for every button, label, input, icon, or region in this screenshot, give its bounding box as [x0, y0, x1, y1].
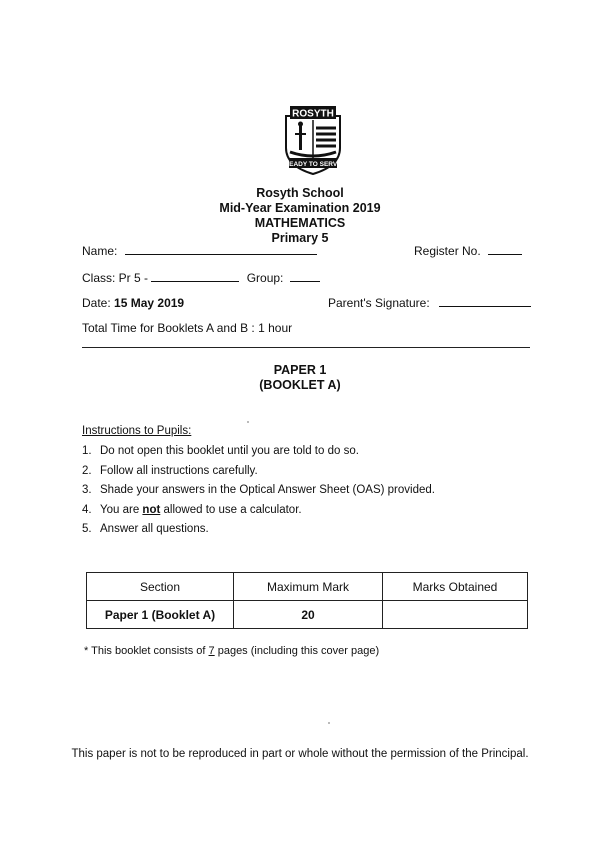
scan-speck — [328, 722, 330, 724]
marks-obtained-cell[interactable] — [383, 601, 528, 629]
date-value: 15 May 2019 — [114, 296, 185, 310]
header-divider — [82, 347, 530, 348]
section-cell: Paper 1 (Booklet A) — [87, 601, 234, 629]
booklet-title: (BOOKLET A) — [259, 378, 341, 392]
class-line — [151, 280, 239, 282]
instruction-number: 4. — [82, 503, 92, 516]
subject-title: MATHEMATICS — [254, 216, 346, 230]
paper-title: PAPER 1 — [273, 363, 327, 377]
date-label: Date: — [82, 296, 111, 310]
svg-text:ROSYTH: ROSYTH — [292, 108, 334, 120]
max-mark-cell: 20 — [234, 601, 383, 629]
instruction-emphasis: not — [142, 503, 161, 516]
instruction-text: Do not open this booklet until you are told to do so. — [100, 445, 359, 457]
instruction-item — [82, 462, 435, 482]
column-header-marks-obtained: Marks Obtained — [383, 573, 528, 601]
page-count: 7 — [208, 645, 215, 657]
parent-signature-label: Parent's Signature: — [328, 296, 430, 310]
table-row — [87, 601, 528, 629]
group-line — [290, 280, 320, 282]
instruction-number: 5. — [82, 523, 92, 535]
instruction-item — [82, 501, 435, 521]
marks-table — [86, 572, 528, 629]
parent-signature-line — [439, 305, 531, 307]
instruction-text: Shade your answers in the Optical Answer Sheet (OAS) provided. — [100, 484, 435, 496]
instruction-item — [82, 481, 435, 501]
date-field — [82, 296, 184, 310]
class-field[interactable] — [82, 271, 320, 285]
instruction-text: allowed to use a calculator. — [160, 503, 302, 516]
instruction-number: 1. — [82, 445, 92, 457]
instruction-item — [82, 442, 435, 462]
name-line — [125, 253, 317, 255]
instruction-text: Follow all instructions carefully. — [100, 464, 258, 477]
footnote-text: * This booklet consists of — [84, 645, 209, 657]
scan-speck — [247, 421, 249, 423]
footnote-text: pages (including this cover page) — [214, 645, 380, 657]
register-line — [488, 253, 522, 255]
instructions-heading: Instructions to Pupils: — [82, 425, 192, 437]
column-header-section: Section — [87, 573, 234, 601]
school-name: Rosyth School — [256, 186, 344, 200]
register-field[interactable] — [414, 244, 522, 258]
class-label: Class: Pr 5 - — [82, 271, 149, 285]
instruction-item — [82, 520, 435, 540]
table-header-row — [87, 573, 528, 601]
register-label: Register No. — [414, 244, 481, 258]
level-title: Primary 5 — [271, 231, 329, 245]
school-crest-logo — [280, 104, 346, 176]
page-count-note — [84, 645, 379, 657]
instruction-text: You are — [100, 503, 143, 516]
svg-text:READY TO SERVE: READY TO SERVE — [284, 161, 342, 168]
group-label: Group: — [246, 271, 284, 285]
total-time-text: Total Time for Booklets A and B : 1 hour — [82, 321, 293, 335]
exam-title: Mid-Year Examination 2019 — [219, 201, 381, 215]
name-label: Name: — [82, 244, 118, 258]
instructions-list — [82, 442, 435, 540]
column-header-maximum-mark: Maximum Mark — [234, 573, 383, 601]
instruction-number: 3. — [82, 484, 92, 496]
parent-signature-field[interactable] — [328, 296, 531, 310]
instruction-text: Answer all questions. — [100, 523, 209, 535]
name-field[interactable] — [82, 244, 317, 258]
copyright-notice: This paper is not to be reproduced in part or whole without the permission of the Principal. — [71, 748, 529, 760]
instruction-number: 2. — [82, 464, 92, 477]
